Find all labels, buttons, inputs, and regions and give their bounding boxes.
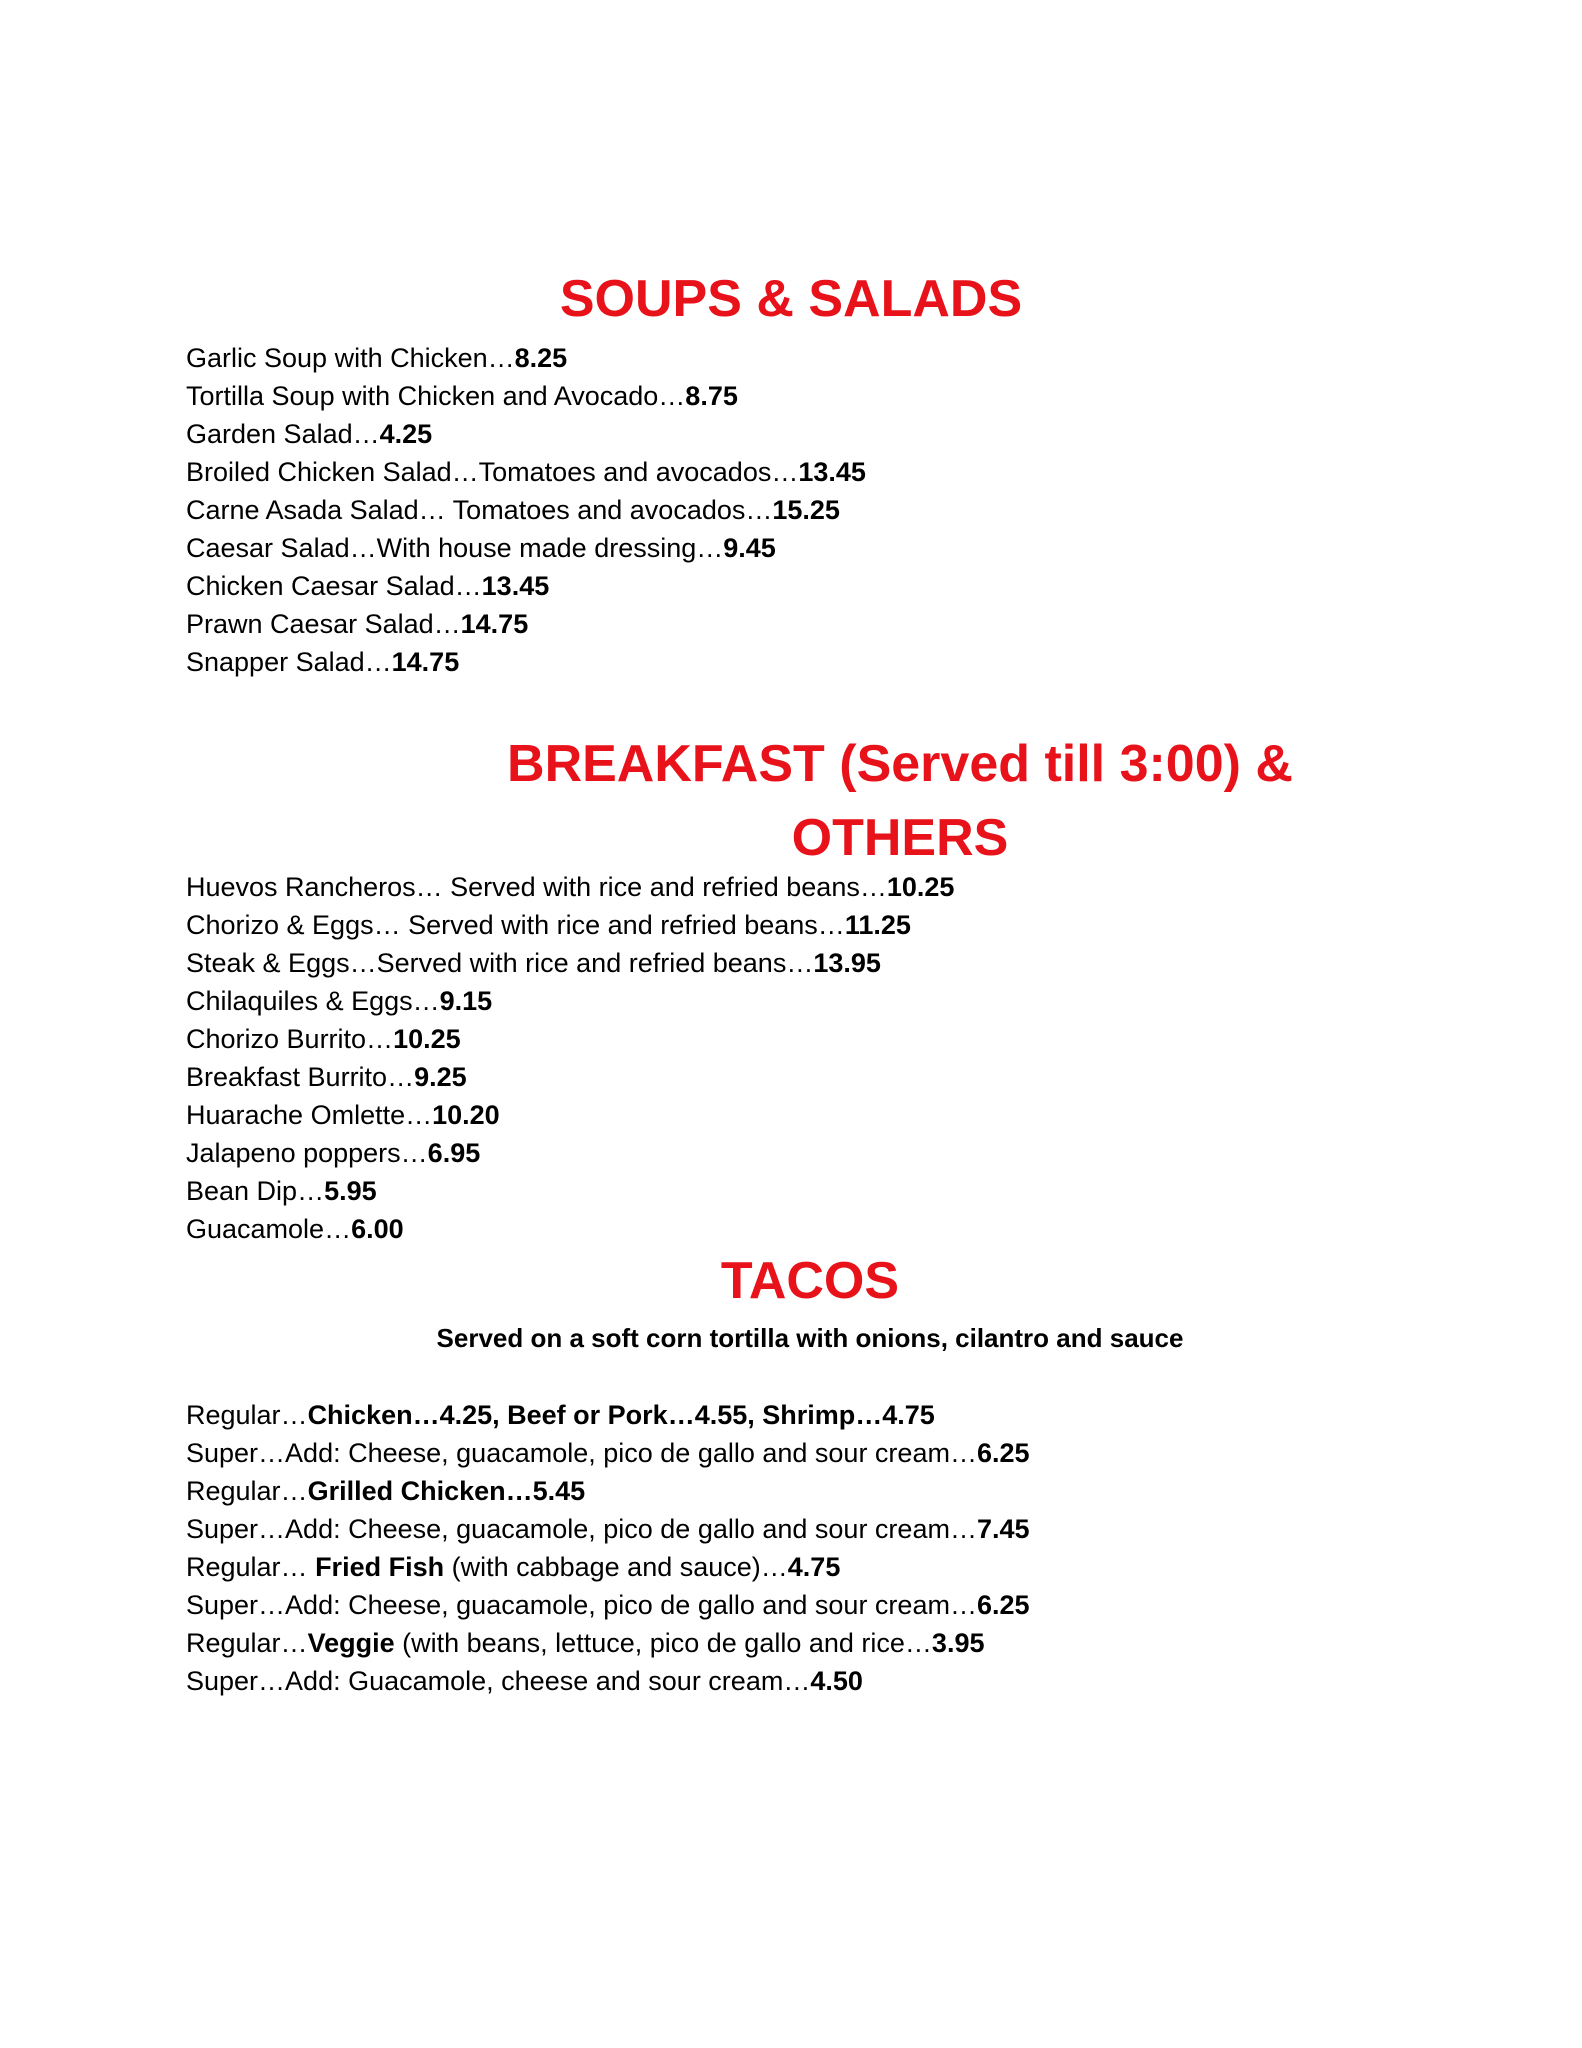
item-text: Super…Add: Cheese, guacamole, pico de gallo and sour cream…: [186, 1438, 977, 1468]
tacos-heading: TACOS: [720, 1252, 900, 1310]
menu-item: [186, 1058, 954, 1096]
item-text: (with beans, lettuce, pico de gallo and rice…: [394, 1628, 932, 1658]
item-price: 5.95: [324, 1176, 377, 1206]
item-name: Huarache Omlette…: [186, 1100, 433, 1130]
menu-item: [186, 1434, 1030, 1472]
item-text: Super…Add: Guacamole, cheese and sour cream…: [186, 1666, 811, 1696]
item-name: Chicken Caesar Salad…: [186, 571, 482, 601]
menu-item: [186, 982, 954, 1020]
item-price: 4.75: [787, 1552, 841, 1582]
item-bold-text: Fried Fish: [315, 1552, 445, 1582]
item-price: 8.75: [685, 381, 738, 411]
breakfast-heading-line2: OTHERS: [791, 809, 1009, 867]
breakfast-heading-line1: BREAKFAST (Served till 3:00) &: [507, 735, 1293, 793]
item-bold-text: Chicken…4.25, Beef or Pork…4.55, Shrimp…4.75: [307, 1400, 935, 1430]
item-price: 6.25: [976, 1590, 1030, 1620]
menu-item: [186, 1548, 1030, 1586]
tacos-subtitle: Served on a soft corn tortilla with onions, cilantro and sauce: [436, 1323, 1184, 1353]
item-price: 13.95: [813, 948, 881, 978]
item-price: 15.25: [772, 495, 840, 525]
item-text: Regular…: [186, 1476, 308, 1506]
item-name: Broiled Chicken Salad…Tomatoes and avocados…: [186, 457, 799, 487]
item-price: 10.20: [432, 1100, 500, 1130]
item-name: Jalapeno poppers…: [186, 1138, 428, 1168]
item-name: Prawn Caesar Salad…: [186, 609, 461, 639]
menu-item: [186, 944, 954, 982]
item-bold-text: Veggie: [307, 1628, 395, 1658]
item-price: 6.25: [976, 1438, 1030, 1468]
item-name: Tortilla Soup with Chicken and Avocado…: [186, 381, 686, 411]
item-price: 4.50: [810, 1666, 863, 1696]
item-price: 3.95: [931, 1628, 985, 1658]
item-name: Steak & Eggs…Served with rice and refried beans…: [186, 948, 814, 978]
menu-item: [186, 868, 954, 906]
item-name: Caesar Salad…With house made dressing…: [186, 533, 724, 563]
item-price: 6.00: [351, 1214, 404, 1244]
item-name: Garlic Soup with Chicken…: [186, 343, 515, 373]
item-price: 10.25: [886, 872, 955, 902]
soups-salads-list: [186, 339, 866, 681]
tacos-list: [186, 1396, 1030, 1700]
item-price: 9.15: [439, 986, 493, 1016]
menu-item: [186, 529, 866, 567]
menu-item: [186, 1134, 954, 1172]
item-name: Huevos Rancheros… Served with rice and refried beans…: [186, 872, 887, 902]
item-text: Regular…: [186, 1552, 316, 1582]
item-price: 9.25: [414, 1062, 467, 1092]
item-name: Carne Asada Salad… Tomatoes and avocados…: [186, 495, 773, 525]
item-name: Guacamole…: [186, 1214, 352, 1244]
menu-item: [186, 1586, 1030, 1624]
item-price: 10.25: [393, 1024, 461, 1054]
item-name: Breakfast Burrito…: [186, 1062, 415, 1092]
item-text: (with cabbage and sauce)…: [444, 1552, 788, 1582]
menu-item: [186, 1472, 1030, 1510]
menu-item: [186, 567, 866, 605]
item-bold-text: Grilled Chicken…5.45: [307, 1476, 586, 1506]
item-price: 14.75: [391, 647, 460, 677]
breakfast-list: [186, 868, 954, 1248]
menu-item: [186, 1510, 1030, 1548]
item-price: 6.95: [427, 1138, 481, 1168]
menu-item: [186, 643, 866, 681]
item-price: 4.25: [379, 419, 433, 449]
item-price: 11.25: [844, 910, 911, 940]
item-price: 7.45: [976, 1514, 1030, 1544]
soups-salads-heading: SOUPS & SALADS: [559, 270, 1023, 328]
breakfast-heading: [400, 727, 1400, 875]
menu-item: [186, 906, 954, 944]
item-name: Garden Salad…: [186, 419, 380, 449]
item-price: 14.75: [460, 609, 529, 639]
item-price: 8.25: [514, 343, 568, 373]
menu-item: [186, 377, 866, 415]
menu-item: [186, 1396, 1030, 1434]
item-name: Chorizo Burrito…: [186, 1024, 394, 1054]
menu-item: [186, 1096, 954, 1134]
menu-item: [186, 491, 866, 529]
item-text: Regular…: [186, 1400, 308, 1430]
menu-item: [186, 1210, 954, 1248]
menu-item: [186, 339, 866, 377]
menu-item: [186, 1020, 954, 1058]
menu-item: [186, 1662, 1030, 1700]
menu-item: [186, 415, 866, 453]
item-price: 13.45: [798, 457, 866, 487]
item-price: 13.45: [481, 571, 550, 601]
menu-item: [186, 1172, 954, 1210]
item-price: 9.45: [723, 533, 776, 563]
item-name: Chilaquiles & Eggs…: [186, 986, 440, 1016]
item-text: Super…Add: Cheese, guacamole, pico de gallo and sour cream…: [186, 1590, 977, 1620]
item-text: Super…Add: Cheese, guacamole, pico de gallo and sour cream…: [186, 1514, 977, 1544]
item-name: Snapper Salad…: [186, 647, 392, 677]
item-name: Chorizo & Eggs… Served with rice and refried beans…: [186, 910, 845, 940]
item-name: Bean Dip…: [186, 1176, 325, 1206]
item-text: Regular…: [186, 1628, 308, 1658]
menu-item: [186, 453, 866, 491]
menu-item: [186, 605, 866, 643]
menu-item: [186, 1624, 1030, 1662]
